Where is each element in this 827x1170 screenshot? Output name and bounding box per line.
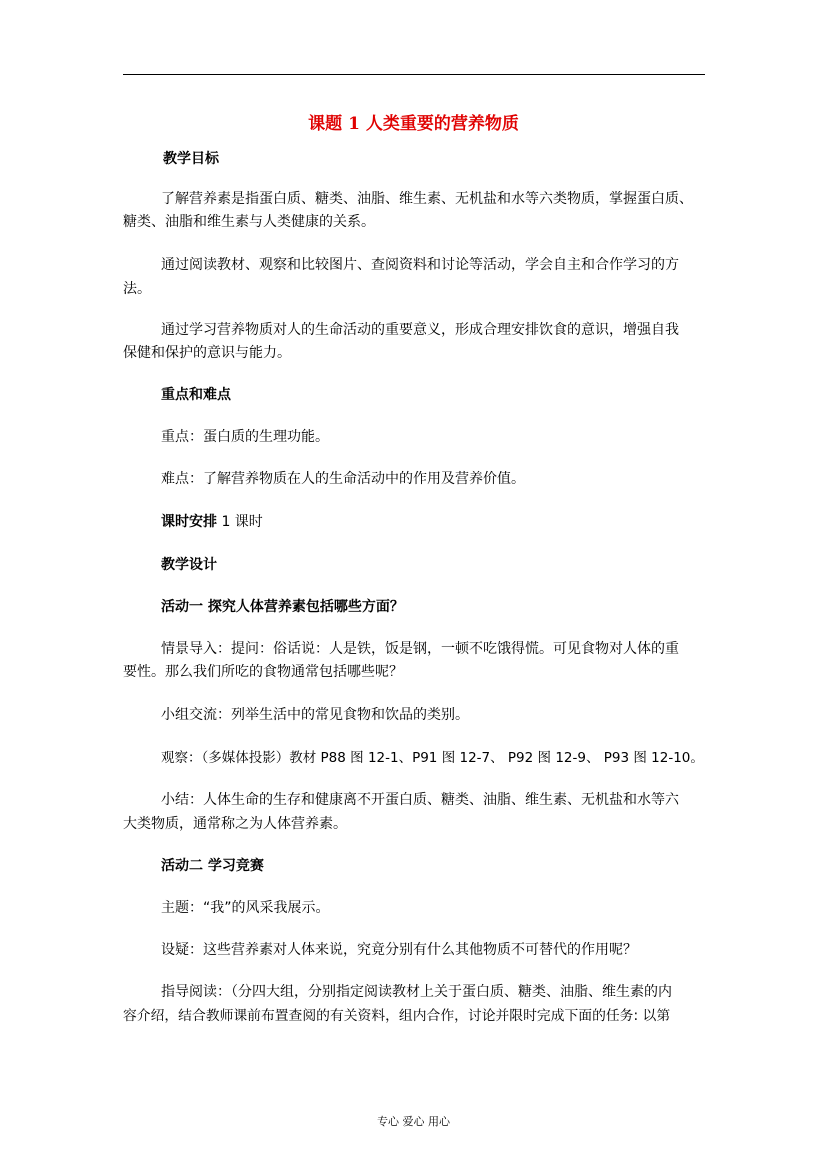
goal2-line1: 通过阅读教材、观察和比较图片、查阅资料和讨论等活动，学会自主和合作学习的方 [161, 257, 679, 273]
question: 设疑：这些营养素对人体来说，究竟分别有什么其他物质不可替代的作用呢？ [161, 942, 637, 958]
difficult-point: 难点：了解营养物质在人的生命活动中的作用及营养价值。 [161, 471, 525, 487]
schedule-label: 课时安排 [161, 514, 217, 530]
heading-key-points: 重点和难点 [161, 387, 231, 403]
intro-line1: 情景导入：提问：俗话说：人是铁，饭是钢，一顿不吃饿得慌。可见食物对人体的重 [161, 641, 679, 657]
heading-goals: 教学目标 [163, 151, 219, 167]
goal1-line1: 了解营养素是指蛋白质、糖类、油脂、维生素、无机盐和水等六类物质，掌握蛋白质、 [161, 191, 693, 207]
goal3-line1: 通过学习营养物质对人的生命活动的重要意义，形成合理安排饮食的意识，增强自我 [161, 322, 679, 338]
group-talk: 小组交流：列举生活中的常见食物和饮品的类别。 [161, 707, 469, 723]
goal3-line2: 保健和保护的意识与能力。 [123, 345, 291, 361]
heading-design: 教学设计 [161, 557, 217, 573]
page-footer: 专心 爱心 用心 [377, 1115, 450, 1128]
key-point: 重点：蛋白质的生理功能。 [161, 429, 329, 445]
page-title: 课题 1 人类重要的营养物质 [308, 114, 519, 134]
summary-line1: 小结：人体生命的生存和健康离不开蛋白质、糖类、油脂、维生素、无机盐和水等六 [161, 792, 679, 808]
header-rule [123, 74, 705, 75]
activity1-title: 活动一 探究人体营养素包括哪些方面？ [161, 599, 404, 615]
theme: 主题：“我”的风采我展示。 [161, 900, 330, 916]
schedule [161, 513, 263, 531]
observe: 观察：（多媒体投影）教材 P88 图 12-1、P91 图 12-7、 P92 图 12-9、 P93 图 12-10。 [161, 750, 704, 766]
summary-line2: 大类物质，通常称之为人体营养素。 [123, 816, 347, 832]
guide-line1: 指导阅读：（分四大组，分别指定阅读教材上关于蛋白质、糖类、油脂、维生素的内 [161, 984, 672, 1000]
schedule-value: 1 课时 [217, 514, 263, 530]
goal1-line2: 糖类、油脂和维生素与人类健康的关系。 [123, 214, 375, 230]
goal2-line2: 法。 [123, 281, 151, 297]
intro-line2: 要性。那么我们所吃的食物通常包括哪些呢？ [123, 664, 403, 680]
activity2-title: 活动二 学习竞赛 [161, 858, 264, 874]
guide-line2: 容介绍，结合教师课前布置查阅的有关资料，组内合作，讨论并限时完成下面的任务: 以第 [123, 1008, 671, 1024]
